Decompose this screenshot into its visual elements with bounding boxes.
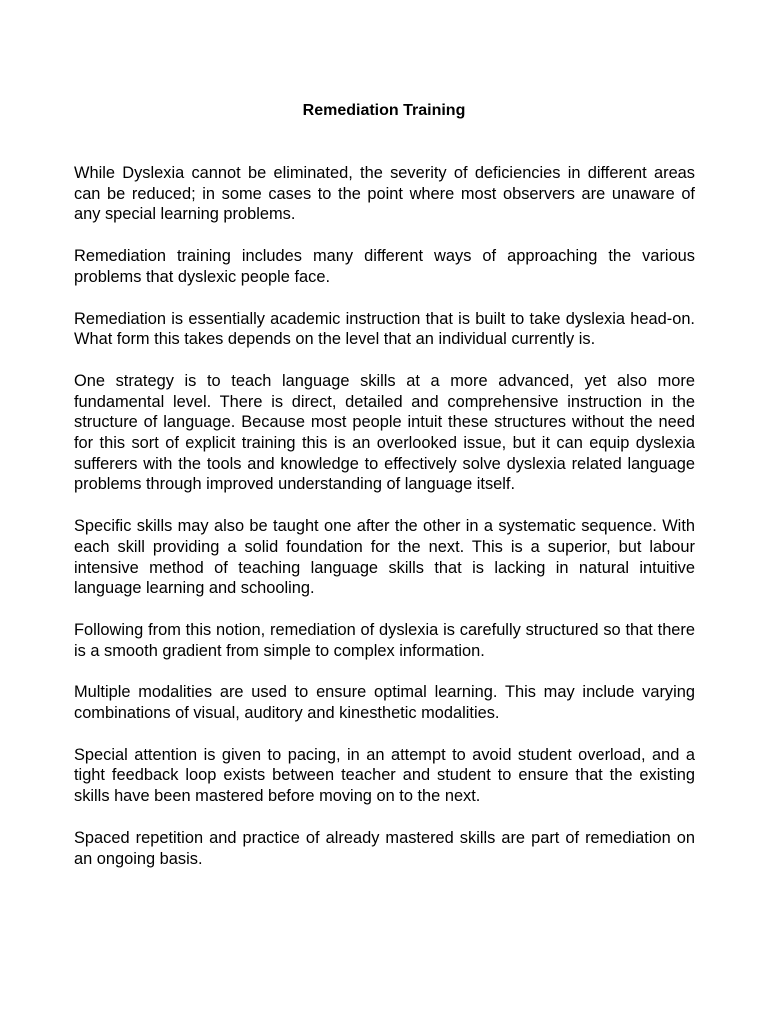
paragraph-4: One strategy is to teach language skills at a more advanced, yet also more fundamental level. There is direct, detailed and comprehensive instruction in the structure of language. Because most people intuit these structures without the need for this sort of explicit training this is an overlooked issue, but it can equip dyslexia sufferers with the tools and knowledge to effectively solve dyslexia related language problems through improved understanding of language itself. bbox=[74, 371, 695, 494]
paragraph-8: Special attention is given to pacing, in an attempt to avoid student overload, and a tight feedback loop exists between teacher and student to ensure that the existing skills have been mastered before moving on to the next. bbox=[74, 745, 695, 806]
page-title: Remediation Training bbox=[302, 102, 466, 119]
paragraph-3: Remediation is essentially academic instruction that is built to take dyslexia head-on. What form this takes depends on the level that an individual currently is. bbox=[74, 309, 695, 349]
paragraph-9: Spaced repetition and practice of already mastered skills are part of remediation on an ongoing basis. bbox=[74, 828, 695, 868]
paragraph-7: Multiple modalities are used to ensure optimal learning. This may include varying combinations of visual, auditory and kinesthetic modalities. bbox=[74, 683, 695, 723]
paragraph-1: While Dyslexia cannot be eliminated, the severity of deficiencies in different areas can be reduced; in some cases to the point where most observers are unaware of any special learning problems. bbox=[74, 164, 695, 224]
paragraph-6: Following from this notion, remediation of dyslexia is carefully structured so that there is a smooth gradient from simple to complex information. bbox=[74, 620, 695, 660]
paragraph-2: Remediation training includes many different ways of approaching the various problems that dyslexic people face. bbox=[74, 247, 695, 286]
paragraph-5: Specific skills may also be taught one after the other in a systematic sequence. With each skill providing a solid foundation for the next. This is a superior, but labour intensive method of teaching language skills that is lacking in natural intuitive language learning and schooling. bbox=[74, 517, 695, 598]
document-body bbox=[74, 163, 695, 890]
